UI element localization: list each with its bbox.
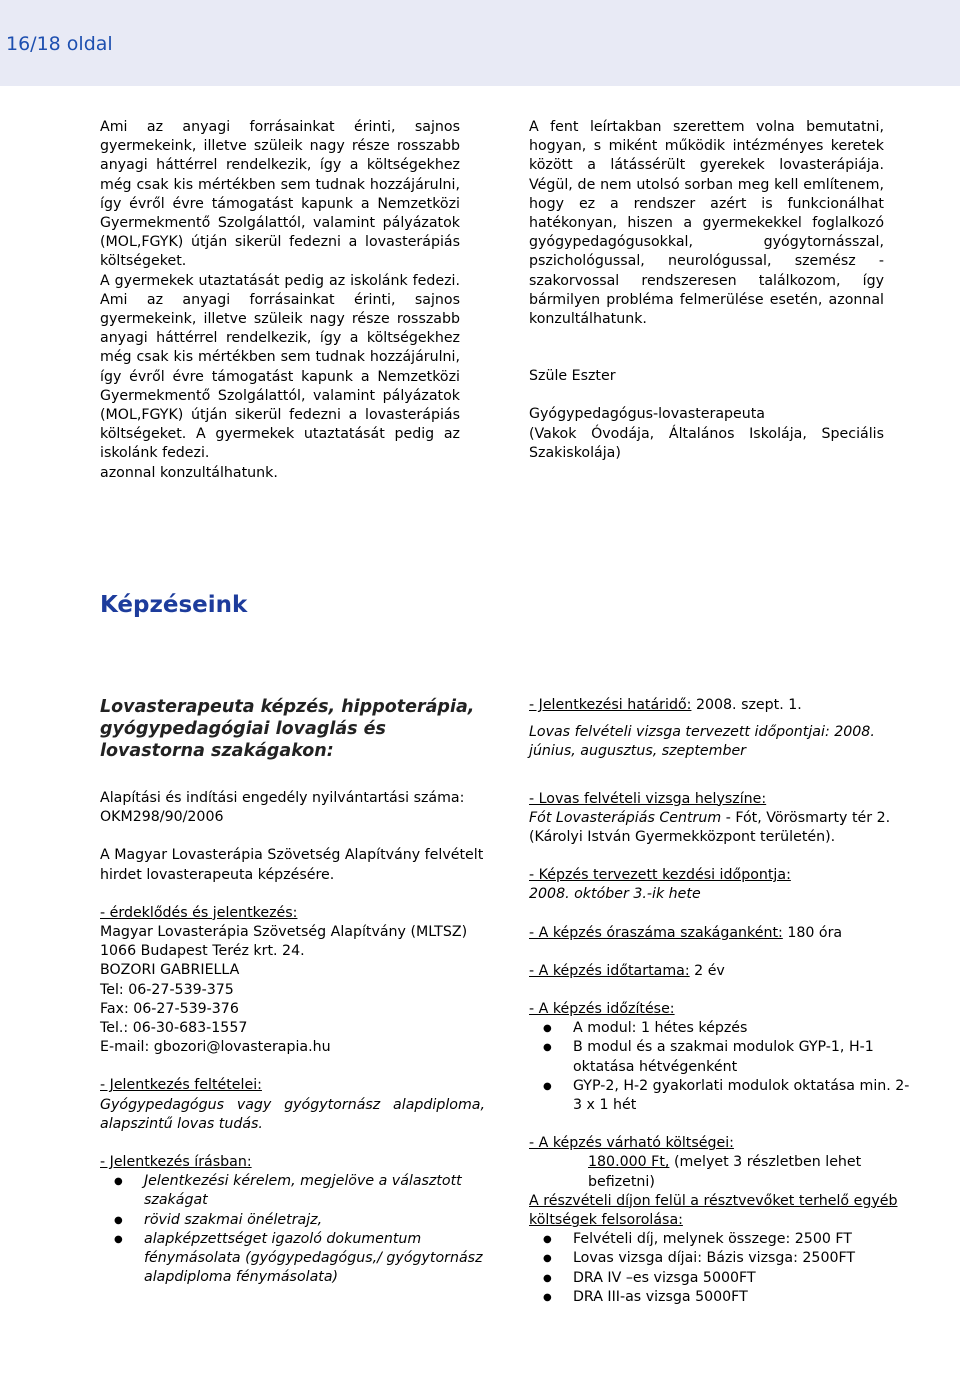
exam-dates: Lovas felvételi vizsga tervezett időpontjai: 2008. június, augusztus, szeptember xyxy=(529,724,875,760)
author-role: Gyógypedagógus-lovasterapeuta xyxy=(529,406,766,423)
announcement: A Magyar Lovasterápia Szövetség Alapítvány felvételt hirdet lovasterapeuta képzésére. xyxy=(100,847,484,883)
duration-value: 2 év xyxy=(694,962,725,979)
exam-place xyxy=(529,809,910,847)
contact-heading: - érdeklődés és jelentkezés: xyxy=(100,904,298,921)
duration-label: - A képzés időtartama: xyxy=(529,962,690,979)
deadline-line xyxy=(529,696,910,715)
written-list xyxy=(100,1172,485,1287)
start-heading: - Képzés tervezett kezdési időpontja: xyxy=(529,867,791,884)
conditions-text: Gyógypedagógus vagy gyógytornász alapdiploma, alapszintű lovas tudás. xyxy=(100,1096,485,1132)
duration-line xyxy=(529,962,910,981)
page-number: 16/18 oldal xyxy=(6,33,113,55)
author-name: Szüle Eszter xyxy=(529,368,616,385)
contact-mobile: Tel.: 06-30-683-1557 xyxy=(100,1020,248,1037)
course-right-column xyxy=(529,696,910,1307)
permit-label: Alapítási és indítási engedély nyilvántartási száma: xyxy=(100,790,465,806)
contact-email[interactable]: E-mail: gbozori@lovasterapia.hu xyxy=(100,1039,331,1056)
extra-costs-heading: A részvételi díjon felül a résztvevőket terhelő egyéb költségek felsorolása: xyxy=(529,1192,898,1229)
section-heading: Képzéseink xyxy=(100,592,248,618)
right-column xyxy=(529,118,884,463)
funding-paragraph-repeat: A gyermekek utaztatását pedig az iskolánk fedezi. Ami az anyagi forrásainkat érinti, sajnos gyermekeink, illetve szüleik nagy része rosszabb anyagi háttérrel rendelkezik, így a költségekhez még csak kis mértékben sem tudnak hozzájárulni, így évről évre támogatást kapunk a Nemzetközi Gyermekmentő Szolgálattól, valamint pályázatok (MOL,FGYK) útján sikerül fedezni a lovasterápiás költségeket. A gyermekek utaztatását pedig az iskolánk fedezi. xyxy=(100,272,460,462)
consult-line: azonnal konzultálhatunk. xyxy=(100,464,278,481)
left-column xyxy=(100,118,460,483)
cost-line xyxy=(529,1153,910,1191)
written-heading: - Jelentkezés írásban: xyxy=(100,1154,252,1171)
hours-value: 180 óra xyxy=(787,924,843,941)
contact-person: BOZORI GABRIELLA xyxy=(100,962,240,979)
schedule-list xyxy=(529,1019,910,1115)
extra-costs-list xyxy=(529,1230,910,1307)
hours-label: - A képzés óraszáma szakáganként: xyxy=(529,924,783,941)
hours-line xyxy=(529,924,910,943)
contact-phone: Tel: 06-27-539-375 xyxy=(100,981,234,998)
list-item: ● Jelentkezési kérelem, megjelöve a választott szakágat xyxy=(100,1172,485,1210)
course-left-column xyxy=(100,696,485,1287)
contact-address: 1066 Budapest Teréz krt. 24. xyxy=(100,943,305,960)
contact-org: Magyar Lovasterápia Szövetség Alapítvány (MLTSZ) xyxy=(100,924,468,941)
schedule-heading: - A képzés időzítése: xyxy=(529,1001,675,1018)
page-header-bar xyxy=(0,0,960,86)
author-institution: (Vakok Óvodája, Általános Iskolája, Speciális Szakiskolája) xyxy=(529,425,884,461)
funding-paragraph: Ami az anyagi forrásainkat érinti, sajnos gyermekeink, illetve szüleik nagy része rosszabb anyagi háttérrel rendelkezik, így a költségekhez még csak kis mértékben sem tudnak hozzájárulni, így évről évre támogatást kapunk a Nemzetközi Gyermekmentő Szolgálattól, valamint pályázatok (MOL,FGYK) útján sikerül fedezni a lovasterápiás költségeket. xyxy=(100,119,460,270)
list-item: ● B modul és a szakmai modulok GYP-1, H-1 oktatása hétvégenként xyxy=(529,1038,910,1076)
conditions-heading: - Jelentkezés feltételei: xyxy=(100,1077,262,1094)
list-item: ● GYP-2, H-2 gyakorlati modulok oktatása min. 2-3 x 1 hét xyxy=(529,1077,910,1115)
deadline-value: 2008. szept. 1. xyxy=(695,697,802,713)
cost-note: (melyet 3 részletben lehet befizetni) xyxy=(588,1154,862,1190)
list-item: ● Lovas vizsga díjai: Bázis vizsga: 2500FT xyxy=(529,1249,910,1268)
list-item: ● A modul: 1 hétes képzés xyxy=(529,1019,910,1038)
cost-heading: - A képzés várható költségei: xyxy=(529,1135,734,1152)
list-item: ● alapképzettséget igazoló dokumentum fénymásolata (gyógypedagógus,/ gyógytornász alapdiploma fénymásolata) xyxy=(100,1230,485,1288)
start-value: 2008. október 3.-ik hete xyxy=(529,886,701,903)
list-item: ● rövid szakmai önéletrajz, xyxy=(100,1211,485,1230)
permit-number: OKM298/90/2006 xyxy=(100,809,224,826)
exam-place-heading: - Lovas felvételi vizsga helyszíne: xyxy=(529,790,767,807)
list-item: ● Felvételi díj, melynek összege: 2500 FT xyxy=(529,1230,910,1249)
cost-amount: 180.000 Ft, xyxy=(588,1154,670,1171)
summary-paragraph: A fent leírtakban szerettem volna bemutatni, hogyan, s miként működik intézményes keretek között a látássérült gyerekek lovasterápiája. Végül, de nem utolsó sorban meg kell említenem, hogy ez a rendszer azért is funkcionálhat hatékonyan, hiszen a gyermekekkel foglalkozó gyógypedagógusokkal, gyógytornásszal, pszichológussal, neurológussal, szemész - szakorvossal rendszeresen találkozom, így bármilyen probléma felmerülése esetén, azonnal konzultálhatunk. xyxy=(529,119,884,328)
course-title: Lovasterapeuta képzés, hippoterápia, gyógypedagógiai lovaglás és lovastorna szakágakon: xyxy=(100,697,475,761)
exam-place-name: Fót Lovasterápiás Centrum xyxy=(529,809,722,826)
deadline-label: - Jelentkezési határidő: xyxy=(529,697,692,713)
contact-fax: Fax: 06-27-539-376 xyxy=(100,1000,239,1017)
exam-place-rest: - Fót, Vörösmarty tér 2. (Károlyi István Gyermekközpont területén). xyxy=(529,809,891,846)
list-item: ● DRA IV –es vizsga 5000FT xyxy=(529,1269,910,1288)
list-item: ● DRA III-as vizsga 5000FT xyxy=(529,1288,910,1307)
